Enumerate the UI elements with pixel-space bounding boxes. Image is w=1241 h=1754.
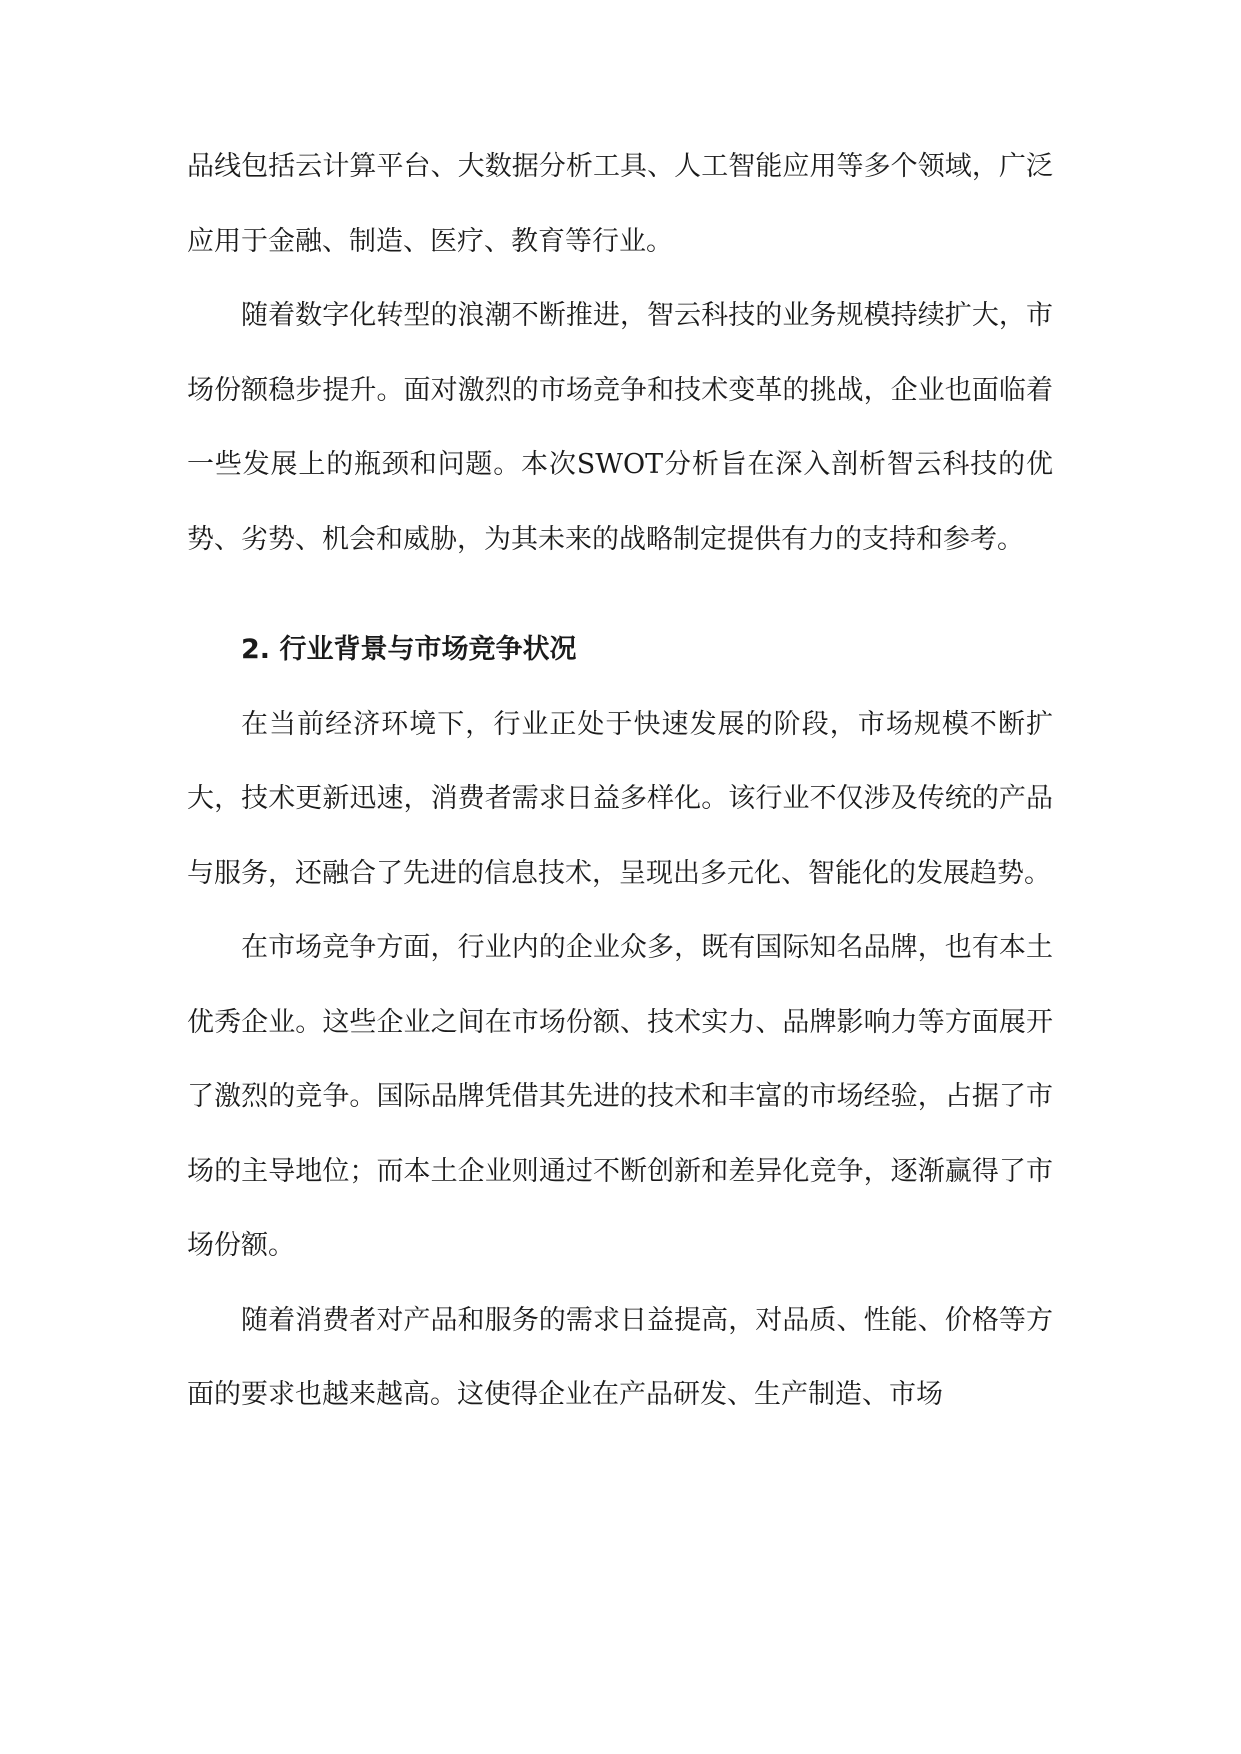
paragraph-industry-background: 在当前经济环境下，行业正处于快速发展的阶段，市场规模不断扩大，技术更新迅速，消费者需求日益多样化。该行业不仅涉及传统的产品与服务，还融合了先进的信息技术，呈现出多元化、智能化的发展趋势。 xyxy=(187,708,1053,889)
paragraph-swot-purpose: 随着数字化转型的浪潮不断推进，智云科技的业务规模持续扩大，市场份额稳步提升。面对激烈的市场竞争和技术变革的挑战，企业也面临着一些发展上的瓶颈和问题。本次SWOT分析旨在深入剖析智云科技的优势、劣势、机会和威胁，为其未来的战略制定提供有力的支持和参考。 xyxy=(187,300,1053,555)
section-heading: 2. 行业背景与市场竞争状况 xyxy=(241,634,577,665)
section-spacer xyxy=(187,577,1053,613)
document-body xyxy=(187,130,1053,1433)
paragraph-consumer-demand: 随着消费者对产品和服务的需求日益提高，对品质、性能、价格等方面的要求也越来越高。这使得企业在产品研发、生产制造、市场 xyxy=(187,1304,1053,1410)
paragraph-market-competition: 在市场竞争方面，行业内的企业众多，既有国际知名品牌，也有本土优秀企业。这些企业之间在市场份额、技术实力、品牌影响力等方面展开了激烈的竞争。国际品牌凭借其先进的技术和丰富的市场经验，占据了市场的主导地位；而本土企业则通过不断创新和差异化竞争，逐渐赢得了市场份额。 xyxy=(187,932,1053,1261)
paragraph-product-lines: 品线包括云计算平台、大数据分析工具、人工智能应用等多个领域，广泛应用于金融、制造、医疗、教育等行业。 xyxy=(187,151,1053,257)
